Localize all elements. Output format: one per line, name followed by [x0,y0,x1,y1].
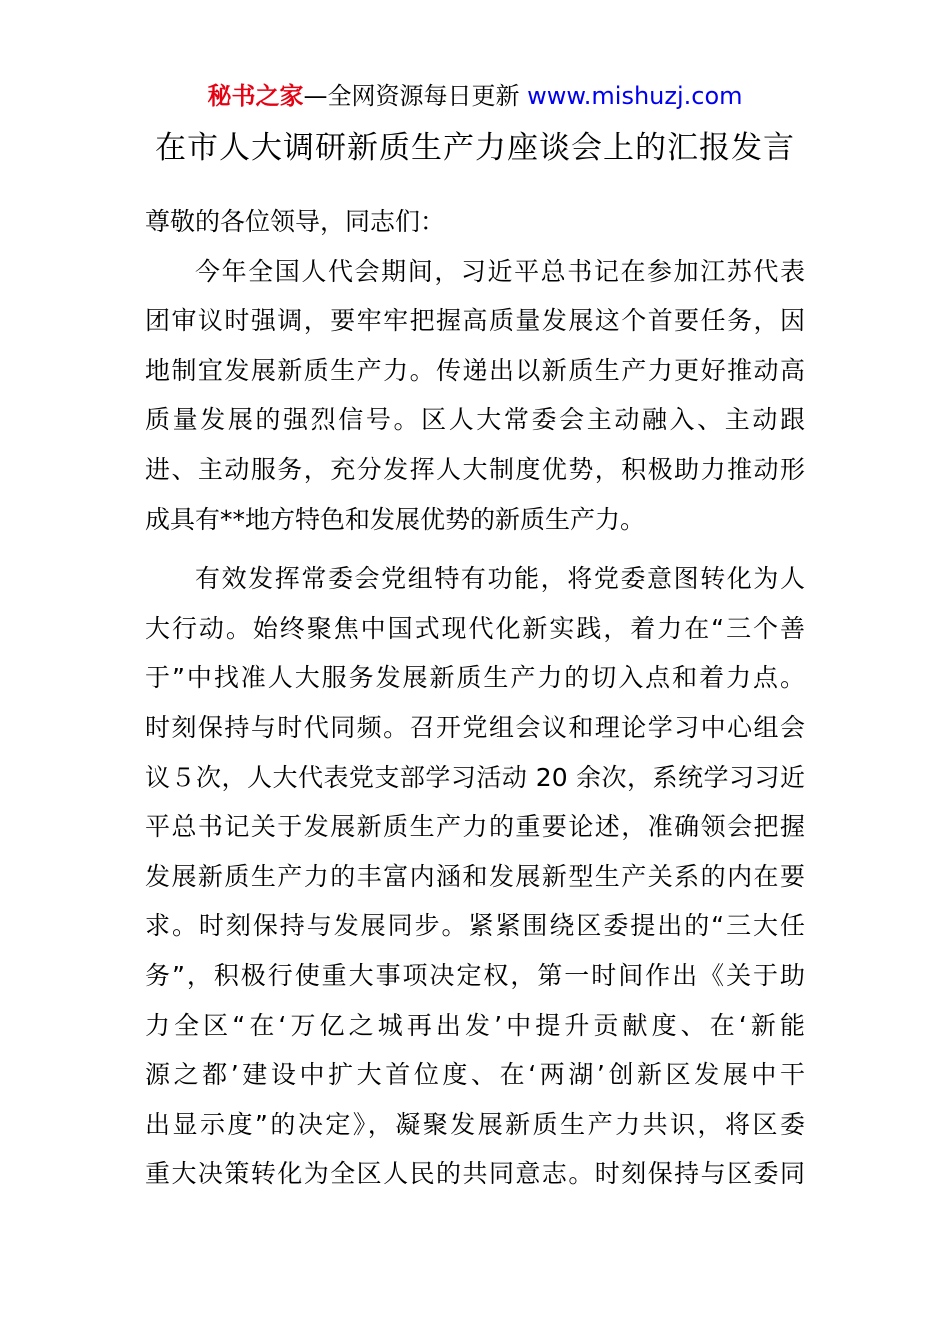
paragraph-line: 团审议时强调，要牢牢把握高质量发展这个首要任务，因 [145,306,805,336]
paragraph-line: 成具有**地方特色和发展优势的新质生产力。 [145,504,646,534]
paragraph-line: 力全区“在‘万亿之城再出发’中提升贡献度、在‘新能 [145,1010,805,1040]
paragraph-line: 于”中找准人大服务发展新质生产力的切入点和着力点。 [145,663,805,693]
paragraph-line: 求。时刻保持与发展同步。紧紧围绕区委提出的“三大任 [145,911,805,941]
paragraph-line: 大行动。始终聚焦中国式现代化新实践，着力在“三个善 [145,613,805,643]
salutation-line: 尊敬的各位领导，同志们： [145,207,446,236]
paragraph-line: 重大决策转化为全区人民的共同意志。时刻保持与区委同 [145,1159,805,1189]
paragraph-line: 出显示度”的决定》，凝聚发展新质生产力共识，将区委 [145,1109,805,1139]
paragraph-line: 务”，积极行使重大事项决定权，第一时间作出《关于助 [145,960,805,990]
site-url-link[interactable]: www.mishuzj.com [527,82,743,110]
paragraph-line: 地制宜发展新质生产力。传递出以新质生产力更好推动高 [145,355,805,385]
paragraph-line: 质量发展的强烈信号。区人大常委会主动融入、主动跟 [145,405,805,435]
paragraph-line: 今年全国人代会期间，习近平总书记在参加江苏代表 [195,256,805,286]
paragraph-line: 时刻保持与时代同频。召开党组会议和理论学习中心组会 [145,712,805,742]
site-header [0,80,950,112]
site-brand: 秘书之家 [207,82,304,110]
paragraph-line: 源之都’建设中扩大首位度、在‘两湖’创新区发展中干 [145,1060,805,1090]
document-title: 在市人大调研新质生产力座谈会上的汇报发言 [155,130,795,166]
paragraph-line: 平总书记关于发展新质生产力的重要论述，准确领会把握 [145,812,805,842]
site-tagline: —全网资源每日更新 [303,82,528,110]
document-body [145,197,805,1199]
paragraph-line: 有效发挥常委会党组特有功能，将党委意图转化为人 [195,564,805,594]
paragraph-line: 进、主动服务，充分发挥人大制度优势，积极助力推动形 [145,454,805,484]
paragraph-line: 发展新质生产力的丰富内涵和发展新型生产关系的内在要 [145,861,805,891]
paragraph-line: 议５次，人大代表党支部学习活动 20 余次，系统学习习近 [145,762,805,792]
